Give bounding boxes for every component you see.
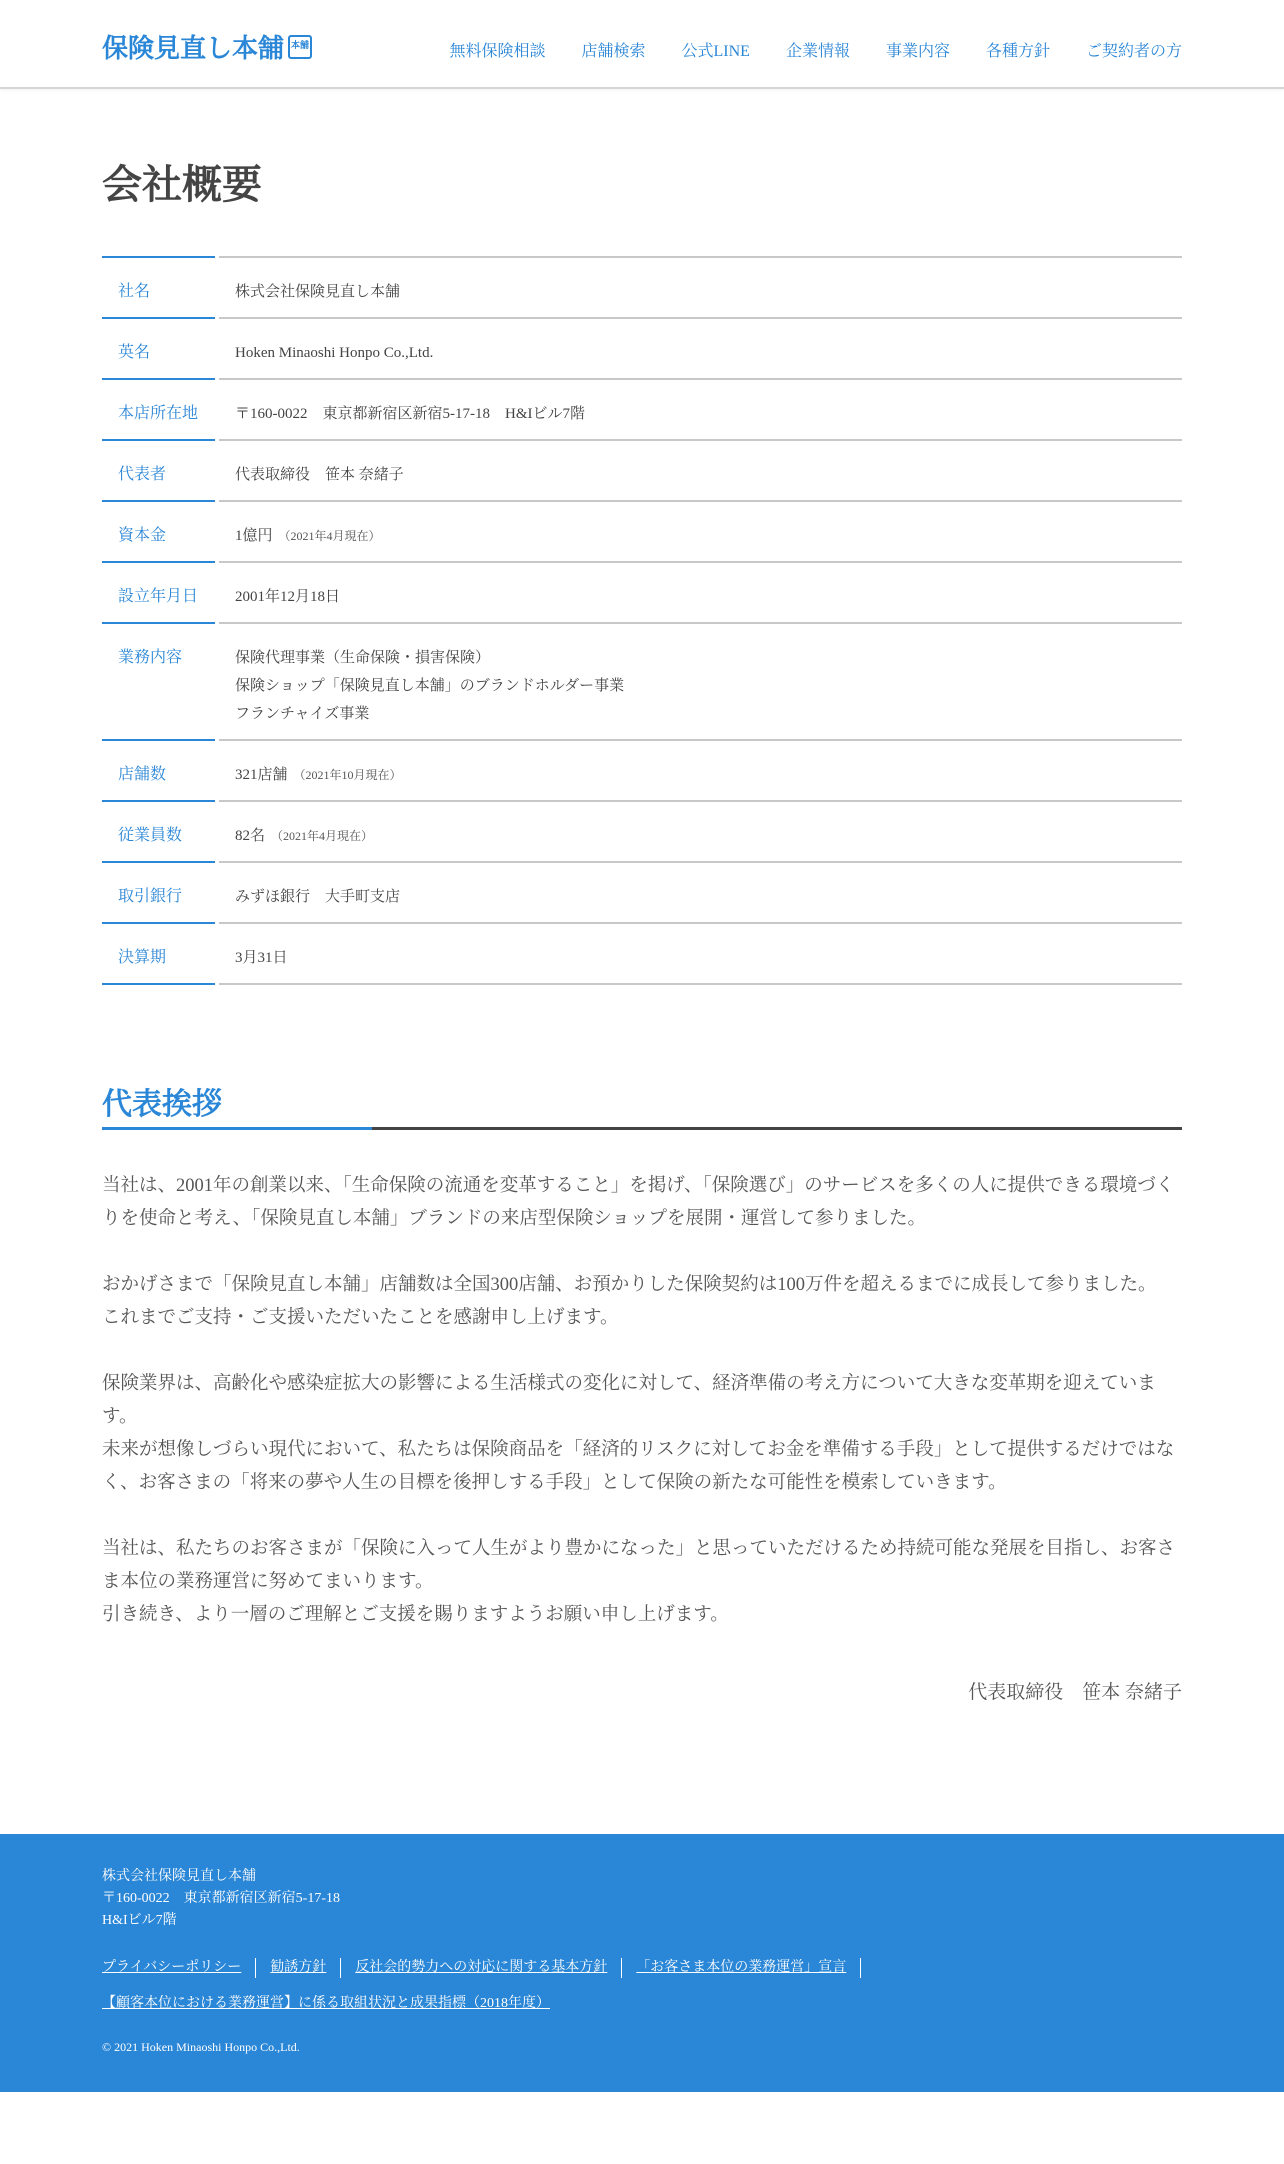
row-value: [219, 622, 1182, 739]
greeting-line: おかげさまで「保険見直し本舗」店舗数は全国300店舗、お預かりした保険契約は100万件を超えるまでに成長して参りました。: [102, 1275, 1157, 1295]
greeting-line: 保険業界は、高齢化や感染症拡大の影響による生活様式の変化に対して、経済準備の考え方について大きな変革期を迎えています。: [102, 1374, 1156, 1427]
row-value: [219, 500, 1182, 561]
row-value: [219, 739, 1182, 800]
nav-official-line[interactable]: 公式LINE: [681, 43, 750, 60]
greeting-paragraph: [102, 1269, 1182, 1335]
row-label: 本店所在地: [102, 378, 215, 439]
row-value: 代表取締役 笹本 奈緒子: [219, 439, 1182, 500]
footer-address-block: [102, 1866, 1182, 1932]
business-line: フランチャイズ事業: [235, 706, 370, 722]
greeting-paragraph: [102, 1533, 1182, 1632]
row-label: 決算期: [102, 922, 215, 983]
footer-address-line: H&Iビル7階: [102, 1913, 177, 1928]
table-row: [102, 317, 1182, 378]
company-info-table: [102, 256, 1182, 985]
greeting-line: 引き続き、より一層のご理解とご支援を賜りますようお願い申し上げます。: [102, 1605, 729, 1625]
row-value: 2001年12月18日: [219, 561, 1182, 622]
stores-value: 321店舗: [235, 767, 288, 783]
page-title: 会社概要: [102, 162, 262, 208]
capital-note: （2021年4月現在）: [278, 529, 381, 543]
nav-contract-holders[interactable]: ご契約者の方: [1085, 43, 1182, 60]
greeting-line: 当社は、2001年の創業以来、「生命保険の流通を変革すること」を掲げ、「保険選び」のサービスを多くの人に提供できる環境づくりを使命と考え、「保険見直し本舗」ブランドの来店型保険ショップを展開・運営して参りました。: [102, 1176, 1175, 1229]
employees-note: （2021年4月現在）: [271, 829, 374, 843]
nav-company-info[interactable]: 企業情報: [785, 43, 850, 60]
greeting-title: 代表挨拶: [102, 1087, 222, 1122]
row-value: みずほ銀行 大手町支店: [219, 861, 1182, 922]
greeting-signature: 代表取締役 笹本 奈緒子: [968, 1682, 1182, 1703]
greeting-line: 未来が想像しづらい現代において、私たちは保険商品を「経済的リスクに対してお金を準備する手段」として提供するだけではなく、お客さまの「将来の夢や人生の目標を後押しする手段」として保険の新たな可能性を模索していきます。: [102, 1440, 1175, 1493]
row-label: 取引銀行: [102, 861, 215, 922]
greeting-line: 当社は、私たちのお客さまが「保険に入って人生がより豊かになった」と思っていただけるため持続可能な発展を目指し、お客さま本位の業務運営に努めてまいります。: [102, 1539, 1176, 1592]
footer-company-name: 株式会社保険見直し本舗: [102, 1869, 256, 1884]
nav-free-consultation[interactable]: 無料保険相談: [449, 43, 546, 60]
row-label: 資本金: [102, 500, 215, 561]
row-value: 3月31日: [219, 922, 1182, 983]
row-value: [219, 800, 1182, 861]
table-row: [102, 861, 1182, 922]
table-row: [102, 500, 1182, 561]
global-nav: [449, 38, 1182, 61]
row-label: 店舗数: [102, 739, 215, 800]
footer-link-antisocial[interactable]: 反社会的勢力への対応に関する基本方針: [340, 1958, 621, 1978]
greeting-line: これまでご支持・ご支援いただいたことを感謝申し上げます。: [102, 1308, 619, 1328]
row-label: 設立年月日: [102, 561, 215, 622]
logo-text: 保険見直し本舗: [102, 34, 285, 64]
capital-value: 1億円: [235, 528, 273, 544]
copyright: © 2021 Hoken Minaoshi Honpo Co.,Ltd.: [102, 2040, 300, 2054]
table-row: [102, 800, 1182, 861]
footer-link-privacy[interactable]: プライバシーポリシー: [102, 1960, 242, 1975]
greeting-message: [102, 1170, 1182, 1632]
row-label: 代表者: [102, 439, 215, 500]
site-footer: [0, 1834, 1284, 2092]
stores-note: （2021年10月現在）: [293, 768, 402, 782]
row-label: 業務内容: [102, 622, 215, 739]
row-label: 従業員数: [102, 800, 215, 861]
row-label: 英名: [102, 317, 215, 378]
business-line: 保険代理事業（生命保険・損害保険）: [235, 650, 491, 666]
table-row: [102, 439, 1182, 500]
table-row: [102, 622, 1182, 739]
footer-link-kpi[interactable]: 【顧客本位における業務運営】に係る取組状況と成果指標（2018年度）: [102, 1996, 550, 2011]
site-header: [0, 0, 1284, 89]
greeting-paragraph: [102, 1170, 1182, 1236]
employees-value: 82名: [235, 828, 266, 844]
site-logo[interactable]: [102, 28, 312, 65]
footer-address-line: 〒160-0022 東京都新宿区新宿5-17-18: [102, 1891, 340, 1906]
greeting-paragraph: [102, 1368, 1182, 1500]
footer-link-customer-first[interactable]: 「お客さま本位の業務運営」宣言: [621, 1958, 861, 1978]
row-label: 社名: [102, 256, 215, 317]
main-content: [102, 89, 1182, 1704]
table-bottom-rule: [102, 983, 1182, 985]
table-row: [102, 256, 1182, 317]
table-row: [102, 561, 1182, 622]
business-line: 保険ショップ「保険見直し本舗」のブランドホルダー事業: [235, 678, 625, 694]
table-row: [102, 922, 1182, 983]
row-value: Hoken Minaoshi Honpo Co.,Ltd.: [219, 317, 1182, 378]
greeting-title-rule: [102, 1127, 1182, 1130]
nav-policies[interactable]: 各種方針: [985, 43, 1050, 60]
table-row: [102, 378, 1182, 439]
footer-link-solicitation[interactable]: 勧誘方針: [255, 1958, 340, 1978]
row-value: 〒160-0022 東京都新宿区新宿5-17-18 H&Iビル7階: [219, 378, 1182, 439]
footer-links: [102, 1958, 1182, 2014]
table-row: [102, 739, 1182, 800]
nav-business[interactable]: 事業内容: [885, 43, 950, 60]
row-value: 株式会社保険見直し本舗: [219, 256, 1182, 317]
nav-store-search[interactable]: 店舗検索: [581, 43, 646, 60]
logo-seal-icon: 本舗: [288, 35, 312, 59]
